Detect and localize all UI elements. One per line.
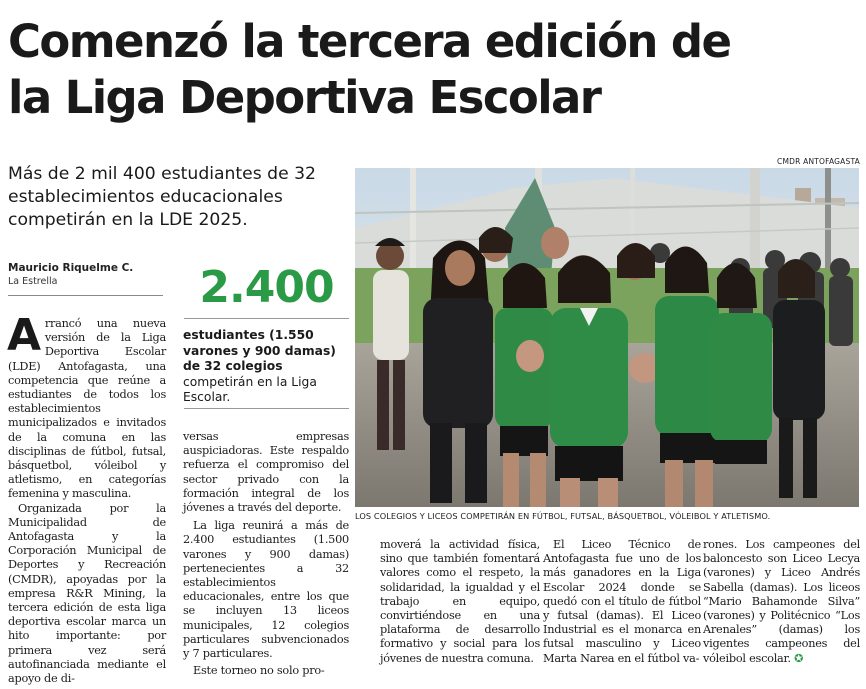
stat-number: 2.400 xyxy=(199,262,334,313)
paragraph-5: Este torneo no solo pro- xyxy=(193,664,325,678)
stat-rest: competirán en la Liga Escolar. xyxy=(183,374,317,404)
paragraph-3: versas empresas auspiciadoras. Este respaldo refuerza el compromiso del sector privado con la formación integral de los jóvenes a través del deporte. xyxy=(183,430,349,515)
headline-line-1: Comenzó la tercera edición de xyxy=(8,15,731,68)
paragraph-8-text: rones. Los campeones del baloncesto son Liceo Lecya (varones) y Liceo Andrés Sabella (damas). Los liceos “Mario Bahamonde Silva” (varones) y Politécnico “Los Arenales” (damas) los vigentes campeones del vóleibol escolar. xyxy=(703,538,860,665)
drop-cap: A xyxy=(7,310,41,361)
paragraph-1-text: rrancó una nueva versión de la Liga Deportiva Escolar (LDE) Antofagasta, una competencia que reúne a estudiantes de todos los establecimientos municipalizados e invitados de la comuna en las disciplinas de fútbol, futsal, básquetbol, vóleibol y atletismo, en categorías femenina y masculina. xyxy=(8,317,166,501)
team-photo xyxy=(355,168,859,507)
end-mark-icon: ✪ xyxy=(794,651,804,665)
byline-outlet: La Estrella xyxy=(8,276,58,287)
byline-divider xyxy=(8,295,163,296)
subheadline: Más de 2 mil 400 estudiantes de 32 establecimientos educacionales competirán en la LDE 2025. xyxy=(8,164,316,230)
byline-author: Mauricio Riquelme C. xyxy=(8,262,134,274)
stat-description xyxy=(183,328,349,406)
headline-line-2: la Liga Deportiva Escolar xyxy=(8,71,601,124)
photo-credit: CMDR ANTOFAGASTA xyxy=(777,157,860,166)
paragraph-7: El Liceo Técnico de Antofagasta fue uno de los más ganadores en la Liga Escolar 2024 donde se quedó con el título de fútbol y futsal (damas). El Liceo Industrial es el monarca en futsal masculino y Liceo Marta Narea en el fútbol va- xyxy=(543,538,701,665)
body-column-1 xyxy=(7,310,166,686)
paragraph-6: moverá la actividad física, sino que también fomentará valores como el respeto, la solidaridad, la igualdad y el trabajo en equipo, convirtiéndose en una plataforma de desarrollo formativo y social para los jóvenes de nuestra comuna. xyxy=(380,538,540,665)
body-column-2 xyxy=(183,430,349,678)
paragraph-4: La liga reunirá a más de 2.400 estudiantes (1.500 varones y 900 damas) pertenecientes a 32 establecimientos educacionales, entre los que se incluyen 13 liceos municipales, 12 colegios particulares subvencionados y 7 particulares. xyxy=(183,519,349,661)
body-column-3 xyxy=(380,538,540,666)
stat-bold-1: estudiantes (1.550 varones y 900 damas) de xyxy=(183,328,336,373)
headline xyxy=(8,14,860,126)
body-column-4 xyxy=(543,538,701,666)
body-column-5 xyxy=(703,538,860,666)
stat-divider-top xyxy=(184,318,349,319)
paragraph-2: Organizada por la Municipalidad de Antofagasta y la Corporación Municipal de Deportes y Recreación (CMDR), apoyadas por la empresa R&R Mining, la tercera edición de esta liga deportiva escolar marca un hito importante: por primera vez será autofinanciada mediante el apoyo de di- xyxy=(8,501,166,686)
stat-bold-2: 32 colegios xyxy=(204,359,283,373)
paragraph-8 xyxy=(703,538,860,666)
photo-caption: LOS COLEGIOS Y LICEOS COMPETIRÁN EN FÚTBOL, FUTSAL, BÁSQUETBOL, VÓLEIBOL Y ATLETISMO. xyxy=(355,511,771,521)
stat-divider-bottom xyxy=(184,408,349,409)
paragraph-1 xyxy=(7,310,166,502)
